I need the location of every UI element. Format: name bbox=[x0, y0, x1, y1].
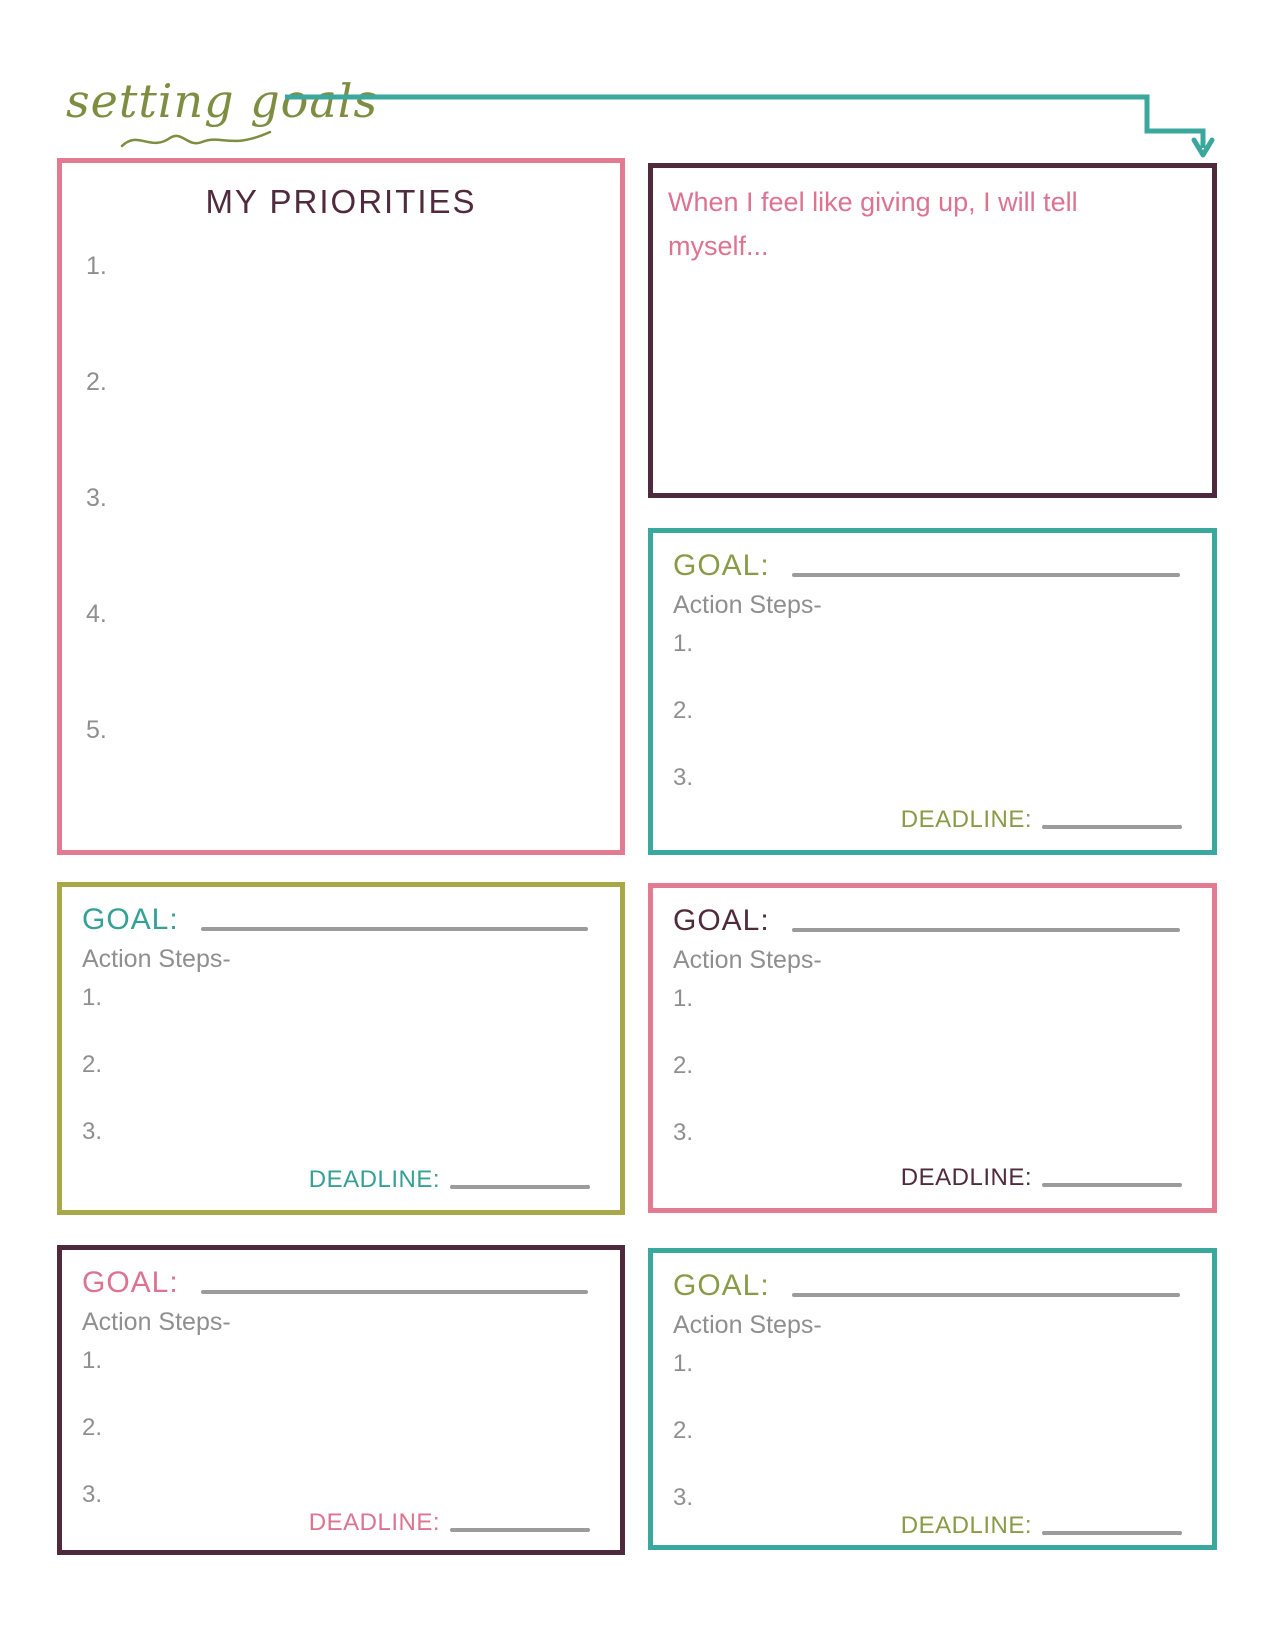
deadline-label: DEADLINE: bbox=[900, 1511, 1032, 1539]
action-steps-label: Action Steps- bbox=[673, 945, 822, 974]
deadline-row bbox=[673, 806, 1182, 834]
goal-box-bottom-right bbox=[648, 1248, 1217, 1550]
action-steps-label: Action Steps- bbox=[82, 1307, 231, 1336]
deadline-label: DEADLINE: bbox=[308, 1166, 440, 1193]
step-number-3: 3. bbox=[673, 1483, 694, 1511]
deadline-fill-line bbox=[1042, 1183, 1182, 1187]
goal-fill-line bbox=[792, 1293, 1180, 1297]
reflection-box bbox=[648, 163, 1217, 498]
deadline-label: DEADLINE: bbox=[308, 1508, 440, 1536]
priorities-box bbox=[57, 158, 625, 855]
title-flourish-decoration bbox=[118, 128, 278, 158]
goal-row bbox=[82, 903, 590, 938]
goal-fill-line bbox=[792, 928, 1180, 932]
priority-item-5: 5. bbox=[86, 716, 107, 744]
deadline-row bbox=[82, 1509, 590, 1537]
deadline-fill-line bbox=[1042, 1531, 1182, 1535]
step-number-3: 3. bbox=[82, 1117, 103, 1145]
goal-row bbox=[82, 1266, 590, 1301]
goal-fill-line bbox=[201, 927, 588, 931]
priority-item-1: 1. bbox=[86, 252, 107, 280]
step-number-3: 3. bbox=[673, 763, 694, 791]
priority-item-4: 4. bbox=[86, 600, 107, 628]
deadline-fill-line bbox=[1042, 825, 1182, 829]
step-number-1: 1. bbox=[82, 983, 103, 1011]
goal-fill-line bbox=[201, 1290, 588, 1294]
goal-box-bottom-left bbox=[57, 1245, 625, 1555]
priorities-title: MY PRIORITIES bbox=[205, 183, 477, 220]
action-steps-label: Action Steps- bbox=[82, 944, 231, 973]
goal-label: GOAL: bbox=[673, 1269, 770, 1302]
deadline-row bbox=[673, 1164, 1182, 1192]
page-title: setting goals bbox=[66, 74, 379, 128]
goal-label: GOAL: bbox=[673, 549, 770, 582]
step-number-2: 2. bbox=[673, 1416, 694, 1444]
deadline-fill-line bbox=[450, 1185, 590, 1189]
deadline-label: DEADLINE: bbox=[900, 1164, 1032, 1191]
deadline-row bbox=[82, 1166, 590, 1194]
step-number-2: 2. bbox=[673, 1051, 694, 1079]
goal-label: GOAL: bbox=[82, 903, 179, 936]
goal-row bbox=[673, 904, 1182, 939]
step-number-1: 1. bbox=[673, 1349, 694, 1377]
step-number-2: 2. bbox=[82, 1050, 103, 1078]
goal-fill-line bbox=[792, 573, 1180, 577]
step-number-1: 1. bbox=[673, 984, 694, 1012]
deadline-fill-line bbox=[450, 1528, 590, 1532]
goal-box-middle-left bbox=[57, 882, 625, 1215]
goal-box-top-right bbox=[648, 528, 1217, 855]
action-steps-label: Action Steps- bbox=[673, 1310, 822, 1339]
deadline-label: DEADLINE: bbox=[900, 806, 1032, 833]
step-number-3: 3. bbox=[82, 1480, 103, 1508]
goal-label: GOAL: bbox=[673, 904, 770, 937]
step-number-1: 1. bbox=[82, 1346, 103, 1374]
priority-item-2: 2. bbox=[86, 368, 107, 396]
goal-row bbox=[673, 1269, 1182, 1304]
step-number-1: 1. bbox=[673, 629, 694, 657]
step-number-3: 3. bbox=[673, 1118, 694, 1146]
reflection-prompt: When I feel like giving up, I will tell myself... bbox=[668, 187, 1078, 261]
action-steps-label: Action Steps- bbox=[673, 590, 822, 619]
priority-item-3: 3. bbox=[86, 484, 107, 512]
goal-label: GOAL: bbox=[82, 1266, 179, 1299]
step-number-2: 2. bbox=[673, 696, 694, 724]
goal-row bbox=[673, 549, 1182, 584]
step-number-2: 2. bbox=[82, 1413, 103, 1441]
goal-box-middle-right bbox=[648, 883, 1217, 1213]
deadline-row bbox=[673, 1512, 1182, 1540]
